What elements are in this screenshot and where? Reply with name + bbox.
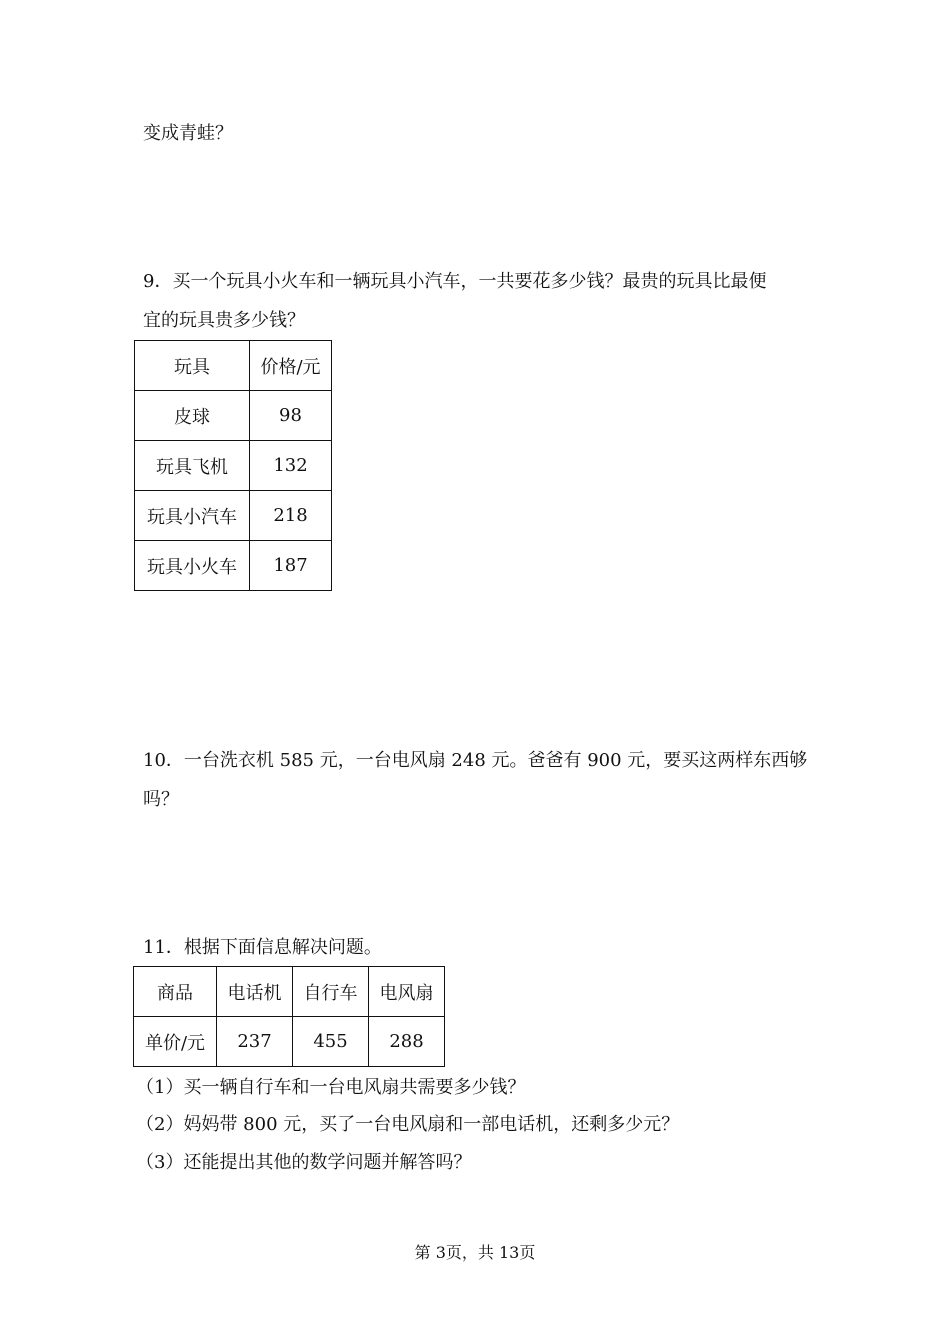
table-cell: 132: [250, 441, 332, 491]
table-cell: 玩具小火车: [135, 541, 250, 591]
table-header-cell: 电话机: [217, 967, 293, 1017]
sub-question-3: （3）还能提出其他的数学问题并解答吗？: [136, 1152, 472, 1173]
question-9-line-1: 9．买一个玩具小火车和一辆玩具小汽车，一共要花多少钱？最贵的玩具比最便: [143, 271, 767, 292]
table-header-row: [134, 967, 445, 1017]
question-8-continuation: 变成青蛙？: [143, 123, 233, 144]
table-cell: 187: [250, 541, 332, 591]
sub-question-1: （1）买一辆自行车和一台电风扇共需要多少钱？: [136, 1077, 526, 1098]
toy-price-table: [134, 340, 332, 591]
question-11-line-1: 11．根据下面信息解决问题。: [143, 937, 382, 958]
question-10-line-1: 10．一台洗衣机 585 元，一台电风扇 248 元。爸爸有 900 元，要买这两样东西够: [143, 750, 808, 771]
question-9-line-2: 宜的玩具贵多少钱？: [143, 310, 305, 331]
table-header-cell: 自行车: [293, 967, 369, 1017]
table-cell: 玩具小汽车: [135, 491, 250, 541]
sub-question-2: （2）妈妈带 800 元，买了一台电风扇和一部电话机，还剩多少元？: [136, 1114, 680, 1135]
table-row: [135, 491, 332, 541]
table-cell: 455: [293, 1017, 369, 1067]
table-row: [135, 541, 332, 591]
table-cell: 288: [369, 1017, 445, 1067]
table-header-cell: 电风扇: [369, 967, 445, 1017]
table-row: [135, 391, 332, 441]
table-cell: 98: [250, 391, 332, 441]
page-footer: 第 3页，共 13页: [414, 1243, 536, 1262]
table-header-cell: 价格/元: [250, 341, 332, 391]
table-header-row: [135, 341, 332, 391]
table-cell: 237: [217, 1017, 293, 1067]
table-header-cell: 玩具: [135, 341, 250, 391]
table-cell: 单价/元: [134, 1017, 217, 1067]
table-cell: 皮球: [135, 391, 250, 441]
table-row: [134, 1017, 445, 1067]
table-header-cell: 商品: [134, 967, 217, 1017]
question-10-line-2: 吗？: [143, 789, 179, 810]
table-cell: 玩具飞机: [135, 441, 250, 491]
goods-price-table: [133, 966, 445, 1067]
table-row: [135, 441, 332, 491]
table-cell: 218: [250, 491, 332, 541]
